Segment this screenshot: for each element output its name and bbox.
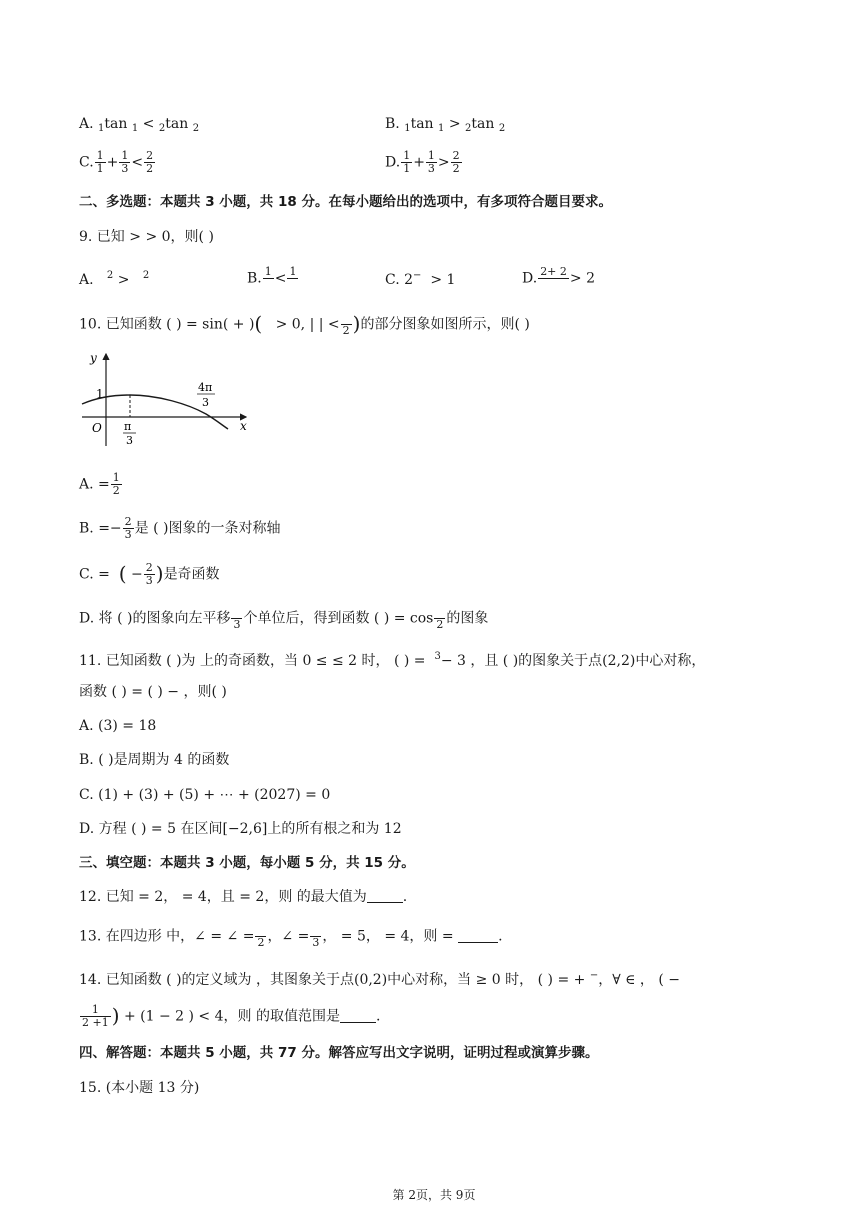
q10-option-b: B. =− $\frac{2}{3}$ 是 ( )图象的一条对称轴 (79, 515, 281, 541)
q13-answer-blank[interactable] (458, 928, 498, 943)
q11-option-c: C. (1) + (3) + (5) + ⋯ + (2027) = 0 (79, 787, 331, 803)
q11-stem-line2: 函数 ( ) = ( ) − ，则( ) (79, 684, 227, 700)
q8-option-d: D. $\frac{1}{1}$ + $\frac{1}{3}$ > $\frac{2}{2}$ (385, 149, 460, 175)
q15-stem: 15. (本小题 13 分) (79, 1080, 200, 1096)
tick-pi-over-3-den: 3 (126, 434, 133, 447)
q10-option-d: D. 将 ( )的图象向左平移 3 个单位后，得到函数 ( ) = cos 2 的图象 (79, 606, 488, 631)
q11-option-a: A. (3) = 18 (79, 718, 157, 734)
q11-option-b: B. ( )是周期为 4 的函数 (79, 752, 230, 768)
q10-option-c: C. = ( − $\frac{2}{3}$ )是奇函数 (79, 561, 220, 587)
q9-option-d: D. 2+ 2 > 2 (522, 265, 595, 287)
section-2-header: 二、多选题：本题共 3 小题，共 18 分。在每小题给出的选项中，有多项符合题目要求。 (79, 194, 612, 210)
y-axis-label: y (90, 351, 97, 365)
section-4-header: 四、解答题：本题共 5 小题，共 77 分。解答应写出文字说明，证明过程或演算步骤。 (79, 1045, 599, 1061)
q9-stem: 9. 已知 > > 0，则( ) (79, 229, 214, 245)
q14-answer-blank[interactable] (340, 1008, 376, 1023)
q13-stem: 13. 在四边形 中，∠ = ∠ = 2 ，∠ = 3 ， = 5， = 4，则 = . (79, 924, 503, 949)
q14-stem-line2: $\frac{1}{2 +1}$ ) + (1 − 2 ) < 4，则 的取值范围是 . (82, 1003, 381, 1029)
tick-pi-over-3-num: π (124, 420, 132, 433)
q10-option-a: A. = $\frac{1}{2}$ (79, 471, 120, 497)
q10-stem: 10. 已知函数 ( ) = sin( + )( > 0, | | < 2 )的部分图象如图所示，则( ) (79, 311, 530, 337)
q9-option-c: C. 2− > 1 (385, 270, 456, 288)
q8-option-b: B. $_1$tan $_1$ > $_2$tan $_2$ (385, 116, 506, 134)
q9-option-b: B. 1 < 1 (247, 265, 297, 287)
q12-stem: 12. 已知 = 2， = 4，且 = 2，则 的最大值为 . (79, 889, 408, 905)
q12-answer-blank[interactable] (367, 888, 403, 903)
q9-option-a: A. $^2$ > $^2$ (79, 270, 150, 288)
q14-stem-line1: 14. 已知函数 ( )的定义域为 ，其图象关于点(0,2)中心对称，当 ≥ 0 时， ( ) = + −，∀ ∈ ， ( − (79, 970, 681, 988)
tick-4pi-over-3-num: 4π (198, 381, 213, 394)
q10-function-graph (78, 350, 253, 450)
q11-option-d: D. 方程 ( ) = 5 在区间[−2,6]上的所有根之和为 12 (79, 821, 402, 837)
origin-label: O (92, 421, 102, 435)
q11-stem-line1: 11. 已知函数 ( )为 上的奇函数，当 0 ≤ ≤ 2 时， ( ) = $^3$− 3 ，且 ( )的图象关于点(2,2)中心对称， (79, 651, 706, 669)
q8-option-c: C. $\frac{1}{1}$ + $\frac{1}{3}$ < $\frac{2}{2}$ (79, 149, 154, 175)
tick-4pi-over-3-den: 3 (202, 396, 209, 409)
q8-option-a: A. $_1$tan $_1$ < $_2$tan $_2$ (79, 116, 200, 134)
section-3-header: 三、填空题：本题共 3 小题，每小题 5 分，共 15 分。 (79, 855, 415, 871)
x-axis-label: x (240, 419, 247, 433)
page-footer: 第 2页，共 9页 (392, 1188, 476, 1202)
y-one-label: 1 (96, 387, 104, 401)
